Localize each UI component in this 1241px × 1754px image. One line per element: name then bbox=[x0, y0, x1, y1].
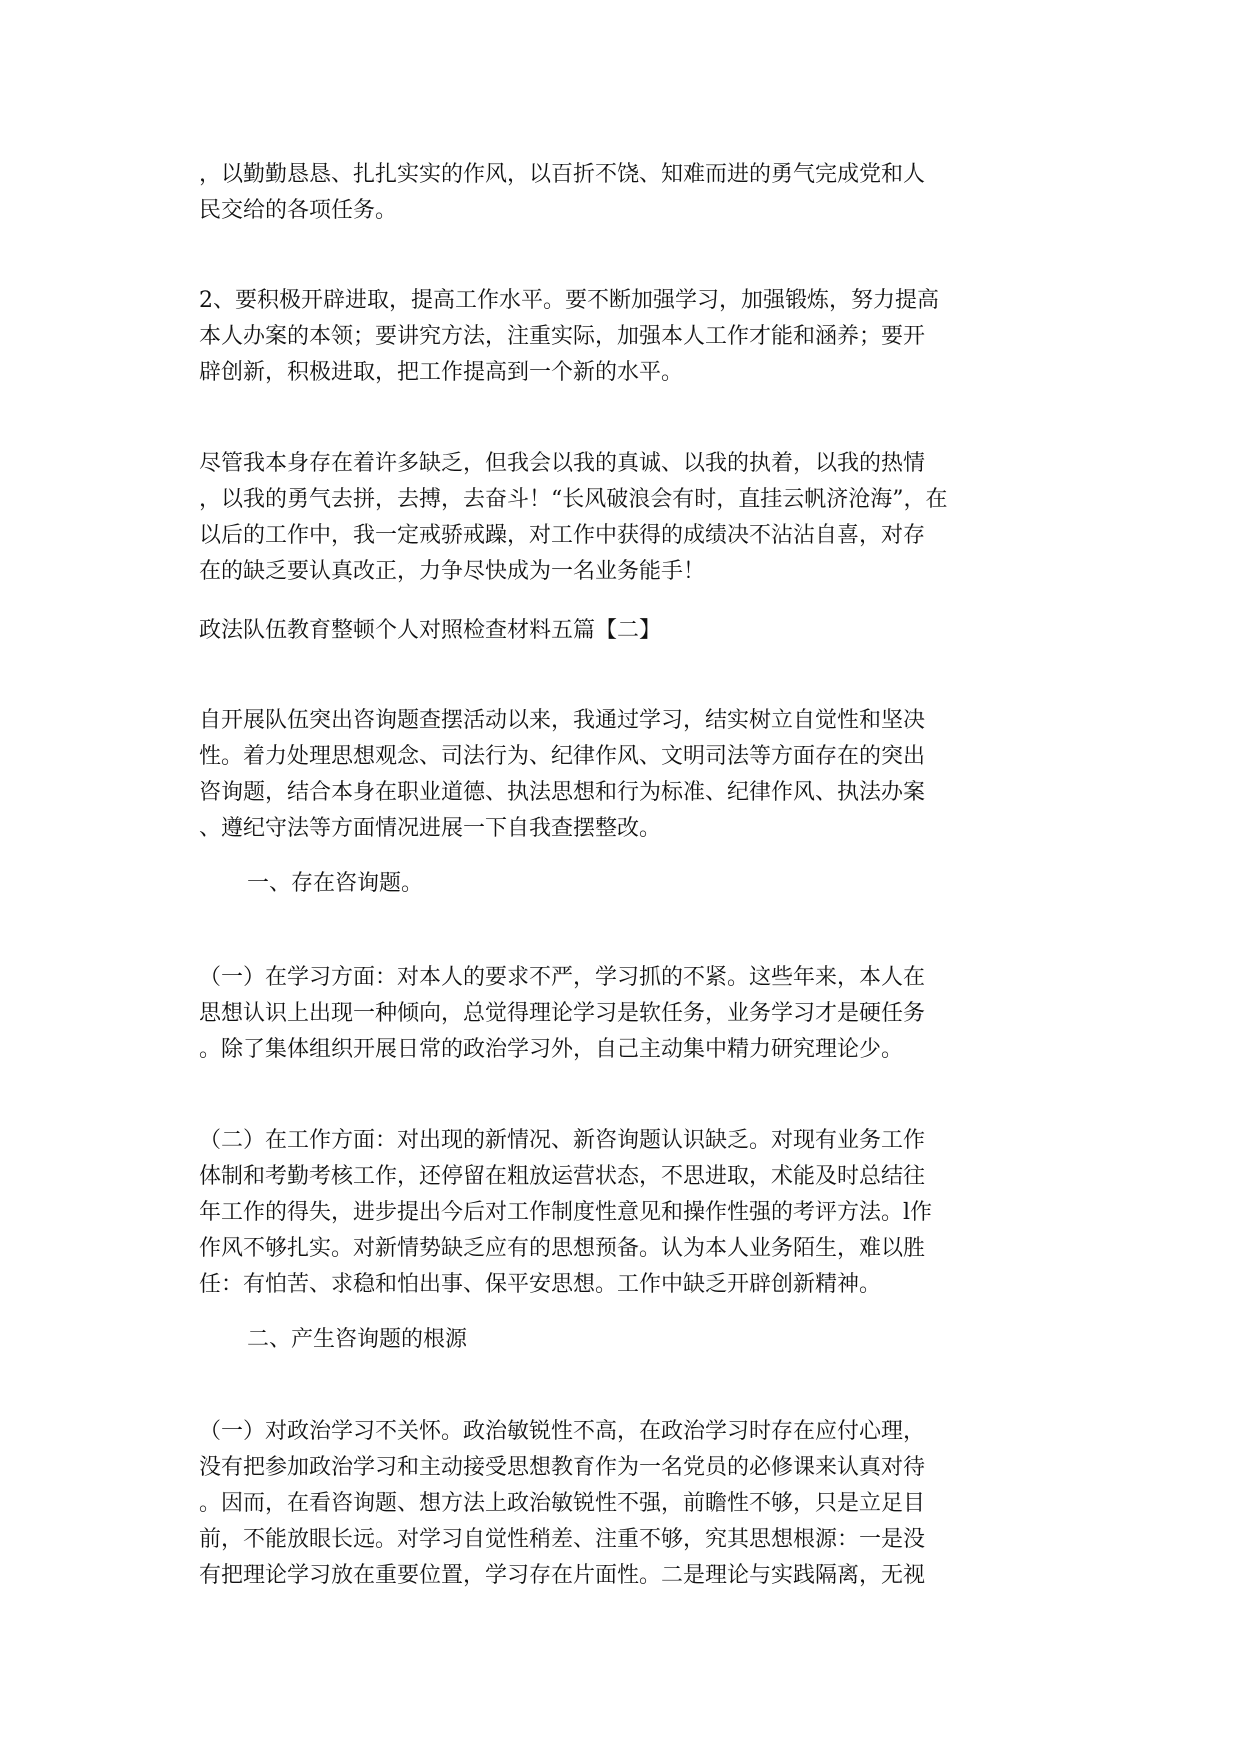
paragraph-8 bbox=[199, 1123, 1044, 1303]
text-line: 作风不够扎实。对新情势缺乏应有的思想预备。认为本人业务陌生，难以胜 bbox=[199, 1236, 926, 1261]
text-line: 以后的工作中，我一定戒骄戒躁，对工作中获得的成绩决不沾沾自喜，对存 bbox=[199, 523, 926, 548]
paragraph-5 bbox=[199, 703, 1044, 847]
text-line: ，以我的勇气去拼，去搏，去奋斗！“长风破浪会有时，直挂云帆济沧海”，在 bbox=[199, 487, 948, 512]
text-line: 咨询题，结合本身在职业道德、执法思想和行为标准、纪律作风、执法办案 bbox=[199, 780, 926, 805]
text-line: 性。着力处理思想观念、司法行为、纪律作风、文明司法等方面存在的突出 bbox=[199, 744, 926, 769]
text-line: 、遵纪守法等方面情况进展一下自我查摆整改。 bbox=[199, 816, 662, 841]
text-line: ，以勤勤恳恳、扎扎实实的作风，以百折不饶、知难而进的勇气完成党和人 bbox=[199, 162, 926, 187]
paragraph-10 bbox=[199, 1414, 1044, 1594]
text-line: （一）对政治学习不关怀。政治敏锐性不高，在政治学习时存在应付心理， bbox=[199, 1419, 926, 1444]
text-line: 自开展队伍突出咨询题查摆活动以来，我通过学习，结实树立自觉性和坚决 bbox=[199, 708, 926, 733]
heading-line: 一、存在咨询题。 bbox=[247, 871, 424, 896]
text-line: 体制和考勤考核工作，还停留在粗放运营状态，不思进取，术能及时总结往 bbox=[199, 1164, 926, 1189]
text-line: 思想认识上出现一种倾向，总觉得理论学习是软任务，业务学习才是硬任务 bbox=[199, 1001, 926, 1026]
subheading-2 bbox=[247, 1322, 1092, 1358]
text-line: （二）在工作方面：对出现的新情况、新咨询题认识缺乏。对现有业务工作 bbox=[199, 1128, 926, 1153]
heading-line: 二、产生咨询题的根源 bbox=[247, 1327, 468, 1352]
text-line: 2、要积极开辟进取，提高工作水平。要不断加强学习，加强锻炼，努力提高 bbox=[199, 288, 939, 313]
text-line: 辟创新，积极进取，把工作提高到一个新的水平。 bbox=[199, 360, 684, 385]
text-line: 前，不能放眼长远。对学习自觉性稍差、注重不够，究其思想根源：一是没 bbox=[199, 1527, 926, 1552]
paragraph-7 bbox=[199, 960, 1044, 1068]
text-line: 有把理论学习放在重要位置，学习存在片面性。二是理论与实践隔离，无视 bbox=[199, 1563, 926, 1588]
heading-line: 政法队伍教育整顿个人对照检查材料五篇【二】 bbox=[199, 618, 662, 643]
text-line: （一）在学习方面：对本人的要求不严，学习抓的不紧。这些年来，本人在 bbox=[199, 965, 926, 990]
paragraph-3 bbox=[199, 446, 1044, 590]
text-line: 本人办案的本领；要讲究方法，注重实际，加强本人工作才能和涵养；要开 bbox=[199, 324, 926, 349]
text-line: 年工作的得失，进步提出今后对工作制度性意见和操作性强的考评方法。l作 bbox=[199, 1200, 933, 1225]
paragraph-2 bbox=[199, 283, 1044, 391]
text-line: 尽管我本身存在着许多缺乏，但我会以我的真诚、以我的执着，以我的热情 bbox=[199, 451, 926, 476]
text-line: 任：有怕苦、求稳和怕出事、保平安思想。工作中缺乏开辟创新精神。 bbox=[199, 1272, 882, 1297]
text-line: 。因而，在看咨询题、想方法上政治敏锐性不强，前瞻性不够，只是立足目 bbox=[199, 1491, 926, 1516]
text-line: 在的缺乏要认真改正，力争尽快成为一名业务能手！ bbox=[199, 559, 706, 584]
text-line: 没有把参加政治学习和主动接受思想教育作为一名党员的必修课来认真对待 bbox=[199, 1455, 926, 1480]
paragraph-1 bbox=[199, 157, 1044, 229]
text-line: 民交给的各项任务。 bbox=[199, 198, 398, 223]
section-heading bbox=[199, 613, 1044, 649]
subheading-1 bbox=[247, 866, 1092, 902]
text-line: 。除了集体组织开展日常的政治学习外，自己主动集中精力研究理论少。 bbox=[199, 1037, 904, 1062]
